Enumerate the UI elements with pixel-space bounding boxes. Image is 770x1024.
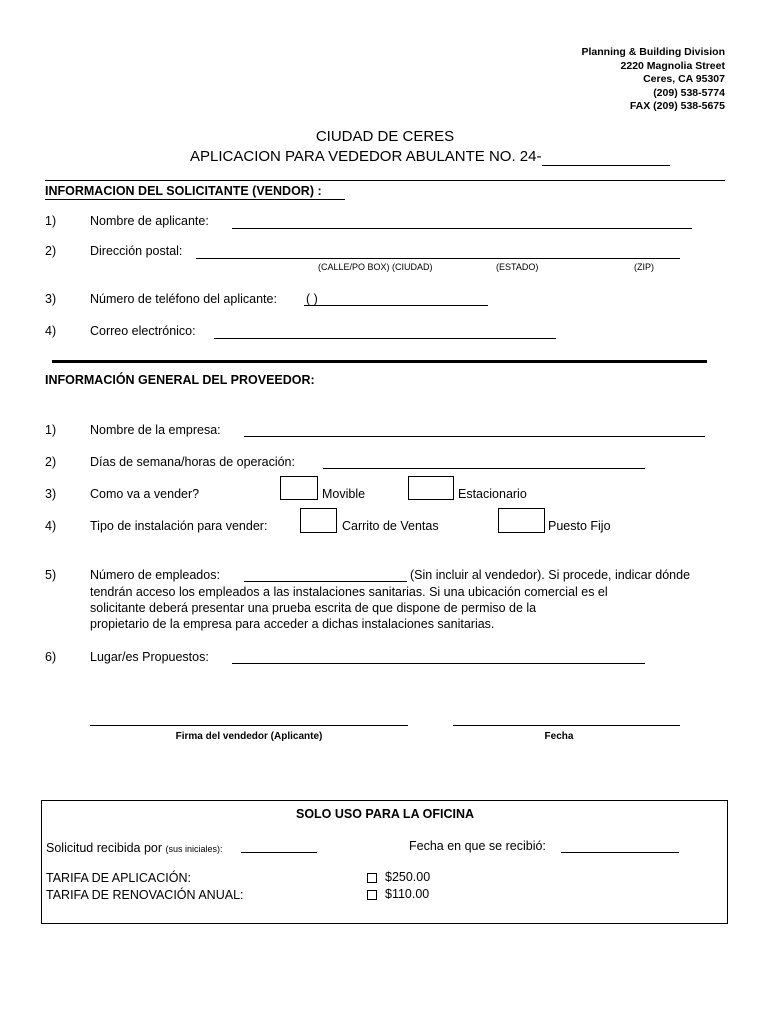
item-number: 1): [45, 214, 57, 228]
employees-field[interactable]: [244, 581, 407, 582]
initials-text: (sus iniciales):: [165, 844, 223, 854]
sell-method-label: Como va a vender?: [90, 487, 200, 501]
item-number: 3): [45, 487, 57, 501]
movible-checkbox[interactable]: [280, 476, 318, 500]
received-by-text: Solicitud recibida por: [46, 841, 163, 855]
heading-underline: [45, 199, 345, 200]
section-divider: [52, 360, 707, 363]
locations-field[interactable]: [232, 663, 645, 664]
phone-field[interactable]: [304, 305, 488, 306]
fee-app-option[interactable]: [367, 870, 430, 884]
item-number: 3): [45, 292, 57, 306]
puesto-fijo-checkbox[interactable]: [498, 508, 545, 533]
vendor-signature-label: Firma del vendedor (Aplicante): [175, 731, 323, 742]
business-name-field[interactable]: [244, 436, 705, 437]
state-sublabel: (ESTADO): [496, 262, 539, 272]
employees-note-1: (Sin incluir al vendedor). Si procede, indicar dónde: [410, 568, 691, 582]
hours-label: Días de semana/horas de operación:: [90, 455, 295, 469]
checkbox-icon[interactable]: [367, 873, 377, 883]
employees-note-4: propietario de la empresa para acceder a dichas instalaciones sanitarias.: [90, 617, 495, 631]
estacionario-checkbox[interactable]: [408, 476, 454, 500]
item-number: 4): [45, 324, 57, 338]
email-label: Correo electrónico:: [90, 324, 196, 338]
item-number: 2): [45, 244, 57, 258]
movible-label: Movible: [322, 487, 366, 501]
applicant-name-label: Nombre de aplicante:: [90, 214, 209, 228]
employees-note-2: tendrán acceso los empleados a las instalaciones sanitarias. Si una ubicación comercial es el: [90, 585, 608, 599]
installation-type-label: Tipo de instalación para vender:: [90, 519, 268, 533]
email-field[interactable]: [214, 338, 556, 339]
application-number-field[interactable]: [542, 148, 670, 166]
date-field[interactable]: [453, 725, 680, 726]
item-number: 5): [45, 568, 57, 582]
vendor-heading: INFORMACIÓN GENERAL DEL PROVEEDOR:: [45, 373, 315, 387]
hours-field[interactable]: [323, 468, 645, 469]
applicant-name-field[interactable]: [232, 228, 692, 229]
locations-label: Lugar/es Propuestos:: [90, 650, 209, 664]
vendor-signature-field[interactable]: [90, 725, 408, 726]
business-name-label: Nombre de la empresa:: [90, 423, 221, 437]
initials-field[interactable]: [241, 852, 317, 853]
phone-label: Número de teléfono del aplicante:: [90, 292, 277, 306]
item-number: 6): [45, 650, 57, 664]
mailing-address-field[interactable]: [196, 258, 680, 259]
carrito-label: Carrito de Ventas: [342, 519, 439, 533]
fee-app-price: $250.00: [385, 870, 431, 884]
received-by-label: [46, 841, 223, 855]
estacionario-label: Estacionario: [458, 487, 527, 501]
item-number: 2): [45, 455, 57, 469]
employees-label: Número de empleados:: [90, 568, 220, 582]
address-line-3: Ceres, CA 95307: [643, 73, 725, 85]
employees-note-3: solicitante deberá presentar una prueba escrita de que dispone de permiso de la: [90, 601, 537, 615]
street-city-sublabel: (CALLE/PO BOX) (CIUDAD): [318, 262, 433, 272]
date-label: Fecha: [544, 731, 574, 742]
form-title: [190, 148, 670, 166]
item-number: 4): [45, 519, 57, 533]
received-date-label: Fecha en que se recibió:: [409, 839, 546, 853]
puesto-fijo-label: Puesto Fijo: [548, 519, 611, 533]
address-line-5: FAX (209) 538-5675: [629, 100, 725, 112]
carrito-checkbox[interactable]: [300, 508, 337, 533]
mailing-address-label: Dirección postal:: [90, 244, 183, 258]
city-title: CIUDAD DE CERES: [315, 128, 455, 145]
address-line-4: (209) 538-5774: [653, 86, 725, 99]
checkbox-icon[interactable]: [367, 890, 377, 900]
address-line-1: Planning & Building Division: [581, 46, 725, 58]
divider: [45, 180, 725, 181]
zip-sublabel: (ZIP): [634, 262, 654, 272]
fee-renew-label: TARIFA DE RENOVACIÓN ANUAL:: [46, 888, 244, 902]
fee-renew-option[interactable]: [367, 887, 429, 901]
address-line-2: 2220 Magnolia Street: [620, 59, 725, 72]
form-title-text: APLICACION PARA VEDEDOR ABULANTE NO. 24-: [190, 148, 542, 165]
phone-area-code: ( ): [306, 292, 318, 306]
applicant-heading: INFORMACION DEL SOLICITANTE (VENDOR) :: [45, 184, 322, 198]
received-date-field[interactable]: [561, 852, 679, 853]
division-address: [582, 46, 726, 114]
fee-renew-price: $110.00: [385, 887, 430, 901]
fee-app-label: TARIFA DE APLICACIÓN:: [46, 871, 191, 885]
office-heading: SOLO USO PARA LA OFICINA: [295, 807, 474, 821]
item-number: 1): [45, 423, 57, 437]
